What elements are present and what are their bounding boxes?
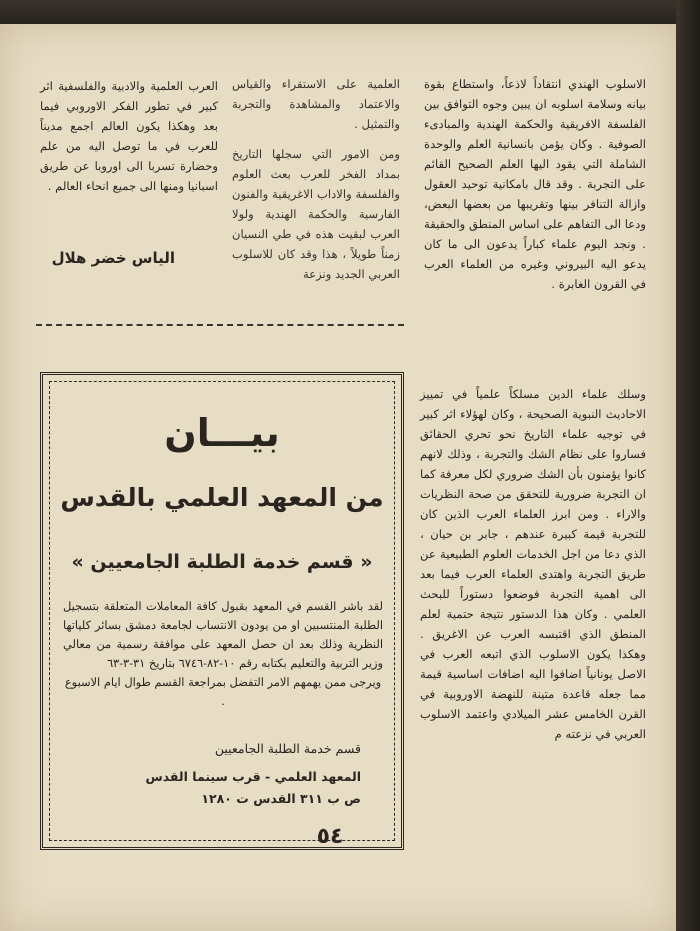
announcement-po-box: ص ب ٣١١ القدس ت ١٢٨٠ xyxy=(201,791,361,806)
announcement-paragraph: ويرجى ممن يهمهم الامر التفضل بمراجعة القسم طوال ايام الاسبوع . xyxy=(64,675,382,708)
article-column-lower-right xyxy=(420,384,646,744)
article-column-left xyxy=(40,76,218,196)
announcement-signature-dept: قسم خدمة الطلبة الجامعيين xyxy=(214,741,361,756)
scan-background-top xyxy=(0,0,700,24)
announcement-subtitle: من المعهد العلمي بالقدس xyxy=(60,483,384,512)
announcement-signature-institute: المعهد العلمي - قرب سينما القدس xyxy=(145,769,361,784)
section-divider xyxy=(36,324,404,326)
article-author: الياس خضر هلال xyxy=(51,249,175,267)
announcement-department: « قسم خدمة الطلبة الجامعيين » xyxy=(71,551,373,573)
scan-background-right xyxy=(676,0,700,931)
announcement-paragraph: لقد باشر القسم في المعهد بقبول كافة المعاملات المتعلقة بتسجيل الطلبة المنتسبين او من يودون الانتساب لجامعة دمشق بسائر كلياتها النظرية وذلك بعد ان حصل المعهد على موافقة رسمية من معالي وزير التربية والتعليم بكتابه رقم ١٠-٨٢-٦٧٤٦ بتاريخ ٣١-٣-٦٣ xyxy=(63,599,383,670)
article-paragraph: العرب العلمية والادبية والفلسفية اثر كبير في تطور الفكر الاوروبي فيما بعد وهكذا يكون العالم اجمع مديناً للعرب في ما توصل اليه من علم وحضارة تسربا الى اوروبا عن طريق اسبانيا ومنها الى جميع انحاء العالم . xyxy=(40,79,218,193)
page-number: ٥٤ xyxy=(316,824,344,849)
announcement-title: بيـــان xyxy=(164,411,280,455)
article-paragraph: ومن الامور التي سجلها التاريخ بمداد الفخر للعرب بعث العلوم والفلسفة والاداب الاغريقية والفنون الفارسية والحكمة الهندية ولولا العرب لبقيت هذه في طي النسيان زمناً طويلاً ، هذا وقد كان للاسلوب العربي الجديد ونزعة xyxy=(232,147,400,281)
announcement-box xyxy=(40,372,404,850)
announcement-body xyxy=(63,597,383,711)
article-column-right xyxy=(424,74,646,294)
article-paragraph: الاسلوب الهندي انتقاداً لاذعاً، واستطاع بقوة بيانه وسلامة اسلوبه ان يبين وجوه التوافق بين الفلسفة الافريقية والحكمة الهندية والمبادىء الصوفية . وكان يؤمن بانسانية العلم والوحدة الشاملة التي يقود اليها العلم الصحيح القائم على التجربة . وقد قال بامكانية توحيد العقول وازالة التنافر بينها وتقريبها من بعضها البعض، ودعا الى التفاهم على اساس المنطق والحقيقة . ونجد اليوم علماء كباراً يدعون الى ما كان يدعو اليه البيروني وغيره من العلماء العرب في القرون الغابرة . xyxy=(424,77,646,291)
article-column-middle xyxy=(232,74,400,284)
article-paragraph: العلمية على الاستقراء والقياس والاعتماد والمشاهدة والتجربة والتمثيل . xyxy=(232,77,400,131)
article-paragraph: وسلك علماء الدين مسلكاً علمياً في تمييز الاحاديث النبوية الصحيحة ، وكان لهؤلاء اثر كبير في توجيه علماء التاريخ نحو تحري الحقائق فساروا على نظام الشك والتجربة ، وذلك لانهم كانوا يؤمنون بأن الشك ضروري لكل معرفة كما ان التجربة ضرورية للتحقق من صحة النظريات والاراء . ومن ابرز العلماء العرب الذين كان للتجربة قيمة كبيرة عندهم ، جابر بن حيان ، الذي دعا من اجل الخدمات العلوم الطبيعية عن طريق التجربة واهتدى العلماء العرب فيما بعد الى اهمية التجربة فوضعوا دستوراً للبحث العلمي . وكان هذا الدستور نتيجة حتمية لعلم المنطق الذي اقتبسه العرب عن الاغريق . وهكذا يكون الاسلوب الذي اتبعه العرب في الاصل يونانياً اضافوا اليه اضافات اساسية قيمة مما جعله قاعدة متينة للنهضة الاوروبية في القرن الخامس عشر الميلادي واعتمد الاسلوب العربي في نزعته م xyxy=(420,387,646,741)
magazine-page xyxy=(0,24,676,931)
